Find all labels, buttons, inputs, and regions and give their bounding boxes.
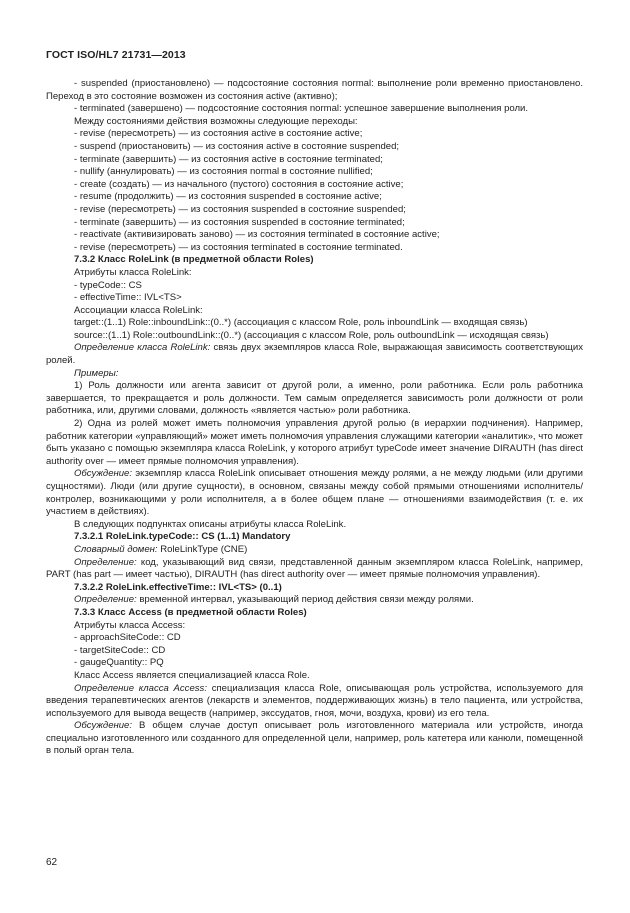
paragraph — [46, 242, 583, 255]
paragraph-text: target::(1..1) Role::inboundLink::(0..*) (ассоциация с классом Role, роль inboundLink — входящая связь) — [74, 317, 528, 329]
paragraph — [46, 116, 583, 129]
paragraph-text: source::(1..1) Role::outboundLink::(0..*) (ассоциация с классом Role, роль outboundLink — исходящая связь) — [74, 329, 549, 341]
paragraph — [46, 78, 583, 103]
paragraph — [46, 657, 583, 670]
section-heading — [46, 254, 583, 267]
paragraph-label: Обсуждение: — [74, 468, 133, 480]
paragraph — [46, 380, 583, 418]
paragraph — [46, 128, 583, 141]
paragraph-text: - revise (пересмотреть) — из состояния suspended в состояние suspended; — [74, 203, 406, 215]
paragraph-text: 7.3.2.1 RoleLink.typeCode:: CS (1..1) Mandatory — [74, 531, 291, 543]
paragraph — [46, 544, 583, 557]
paragraph-text: 2) Одна из ролей может иметь полномочия управления другой ролью (в иерархии подчинения). Например, работник категории «управляющий» может иметь полномочия управления служащими категории «аналитик», что может быть указано с помощью экземпляра класса RoleLink, у которого атрибут typeCode имеет значение DIRAUTH (has direct authority over — имеет прямые полномочия управления). — [46, 418, 583, 467]
paragraph-text: - suspend (приостановить) — из состояния active в состояние suspended; — [74, 140, 400, 152]
paragraph-text: экземпляр класса RoleLink описывает отношения между ролями, а не между людьми (или другими сущностями). Люди (или другие сущности), в основном, связаны между собой прямыми отношениями исполнитель/контролер, возникающими у роли исполнителя, а в более общем плане — отношениями взаимодействия (т. е. их участием в действиях). — [46, 468, 583, 518]
section-heading — [46, 531, 583, 544]
paragraph-text: - approachSiteCode:: CD — [74, 632, 181, 644]
paragraph — [46, 620, 583, 633]
paragraph-text: RoleLinkType (CNE) — [157, 543, 248, 555]
paragraph — [46, 368, 583, 381]
paragraph-text: Между состояниями действия возможны следующие переходы: — [74, 115, 358, 127]
paragraph-text: 7.3.2.2 RoleLink.effectiveTime:: IVL<TS> (0..1) — [74, 581, 282, 593]
paragraph — [46, 645, 583, 658]
paragraph-label: Определение: — [74, 594, 137, 606]
paragraph-text: - resume (продолжить) — из состояния suspended в состояние active; — [74, 191, 382, 203]
paragraph-label: Определение класса Access: — [74, 682, 207, 694]
paragraph-text: - terminated (завершено) — подсостояние состояния normal: успешное завершение выполнения роли. — [74, 103, 529, 115]
paragraph — [46, 519, 583, 532]
paragraph-label: Словарный домен: — [74, 543, 158, 555]
paragraph-text: Атрибуты класса RoleLink: — [74, 266, 192, 278]
paragraph-text: Атрибуты класса Access: — [74, 619, 186, 631]
paragraph-text: - revise (пересмотреть) — из состояния active в состояние active; — [74, 128, 363, 140]
paragraph — [46, 280, 583, 293]
section-heading — [46, 582, 583, 595]
paragraph-text: - effectiveTime:: IVL<TS> — [74, 292, 182, 304]
paragraph-label: Примеры: — [74, 367, 119, 379]
paragraph — [46, 204, 583, 217]
paragraph — [46, 141, 583, 154]
section-heading — [46, 607, 583, 620]
paragraph — [46, 166, 583, 179]
paragraph — [46, 557, 583, 582]
paragraph-text: Класс Access является специализацией класса Role. — [74, 669, 310, 681]
paragraph — [46, 229, 583, 242]
paragraph-label: Обсуждение: — [74, 720, 133, 732]
paragraph-text: В общем случае доступ описывает роль изготовленного материала или устройств, иногда специально изготовленного или созданного для определенной цели, например, роль катетера или канюли, помещенной в полый орган тела. — [46, 720, 583, 757]
paragraph — [46, 683, 583, 721]
paragraph-text: - create (создать) — из начального (пустого) состояния в состояние active; — [74, 178, 404, 190]
paragraph — [46, 103, 583, 116]
paragraph — [46, 342, 583, 367]
paragraph-text: код, указывающий вид связи, представленной данным экземпляром класса RoleLink, например, PART (has part — имеет частью), DIRAUTH (has direct authority over — имеет прямые полномочия управления). — [46, 556, 583, 581]
document-body — [46, 78, 583, 758]
paragraph-text: 7.3.2 Класс RoleLink (в предметной области Roles) — [74, 254, 314, 266]
paragraph-text: - terminate (завершить) — из состояния suspended в состояние terminated; — [74, 216, 405, 228]
paragraph — [46, 317, 583, 330]
paragraph-text: связь двух экземпляров класса Role, выражающая зависимость соответствующих ролей. — [46, 342, 583, 367]
paragraph — [46, 292, 583, 305]
standard-header: ГОСТ ISO/HL7 21731—2013 — [46, 49, 186, 61]
paragraph — [46, 305, 583, 318]
paragraph — [46, 179, 583, 192]
paragraph — [46, 670, 583, 683]
paragraph-text: - suspended (приостановлено) — подсостояние состояния normal: выполнение роли временно приостановлено. Переход в это состояние возможен из состояния active (активно); — [46, 78, 583, 102]
paragraph-text: - nullify (аннулировать) — из состояния normal в состояние nullified; — [74, 166, 373, 178]
paragraph — [46, 330, 583, 343]
paragraph-text: - targetSiteCode:: CD — [74, 644, 166, 656]
paragraph-text: - gaugeQuantity:: PQ — [74, 657, 164, 669]
paragraph-label: Определение класса RoleLink: — [74, 342, 211, 354]
paragraph — [46, 632, 583, 645]
paragraph-text: специализация класса Role, описывающая роль устройства, используемого для введения терапевтических агентов (лекарств и элементов, поддерживающих жизнь) в тело пациента, или устройства, используемого для вывода веществ (например, экссудатов, гноя, мочи, воздуха, крови) из его тела. — [46, 682, 583, 719]
paragraph — [46, 154, 583, 167]
paragraph-text: - revise (пересмотреть) — из состояния terminated в состояние terminated. — [74, 241, 403, 253]
paragraph-text: 1) Роль должности или агента зависит от другой роли, а именно, роли работника. Если роль работника завершается, то прекращается и роль должности. Тем самым определяется зависимость роли должности от роли работника, или, другими словами, должность «является частью» роли работника. — [46, 380, 583, 417]
paragraph — [46, 418, 583, 468]
paragraph — [46, 594, 583, 607]
paragraph-text: - typeCode:: CS — [74, 279, 142, 291]
paragraph — [46, 217, 583, 230]
paragraph-text: временной интервал, указывающий период действия связи между ролями. — [136, 594, 474, 606]
paragraph — [46, 468, 583, 518]
paragraph-text: Ассоциации класса RoleLink: — [74, 304, 203, 316]
paragraph-text: В следующих подпунктах описаны атрибуты класса RoleLink. — [74, 518, 347, 530]
page-number: 62 — [46, 857, 58, 868]
paragraph — [46, 191, 583, 204]
paragraph — [46, 720, 583, 758]
paragraph-text: - terminate (завершить) — из состояния active в состояние terminated; — [74, 153, 383, 165]
paragraph-label: Определение: — [74, 556, 137, 568]
paragraph — [46, 267, 583, 280]
paragraph-text: - reactivate (активизировать заново) — из состояния terminated в состояние active; — [74, 229, 440, 241]
paragraph-text: 7.3.3 Класс Access (в предметной области Roles) — [74, 606, 307, 618]
